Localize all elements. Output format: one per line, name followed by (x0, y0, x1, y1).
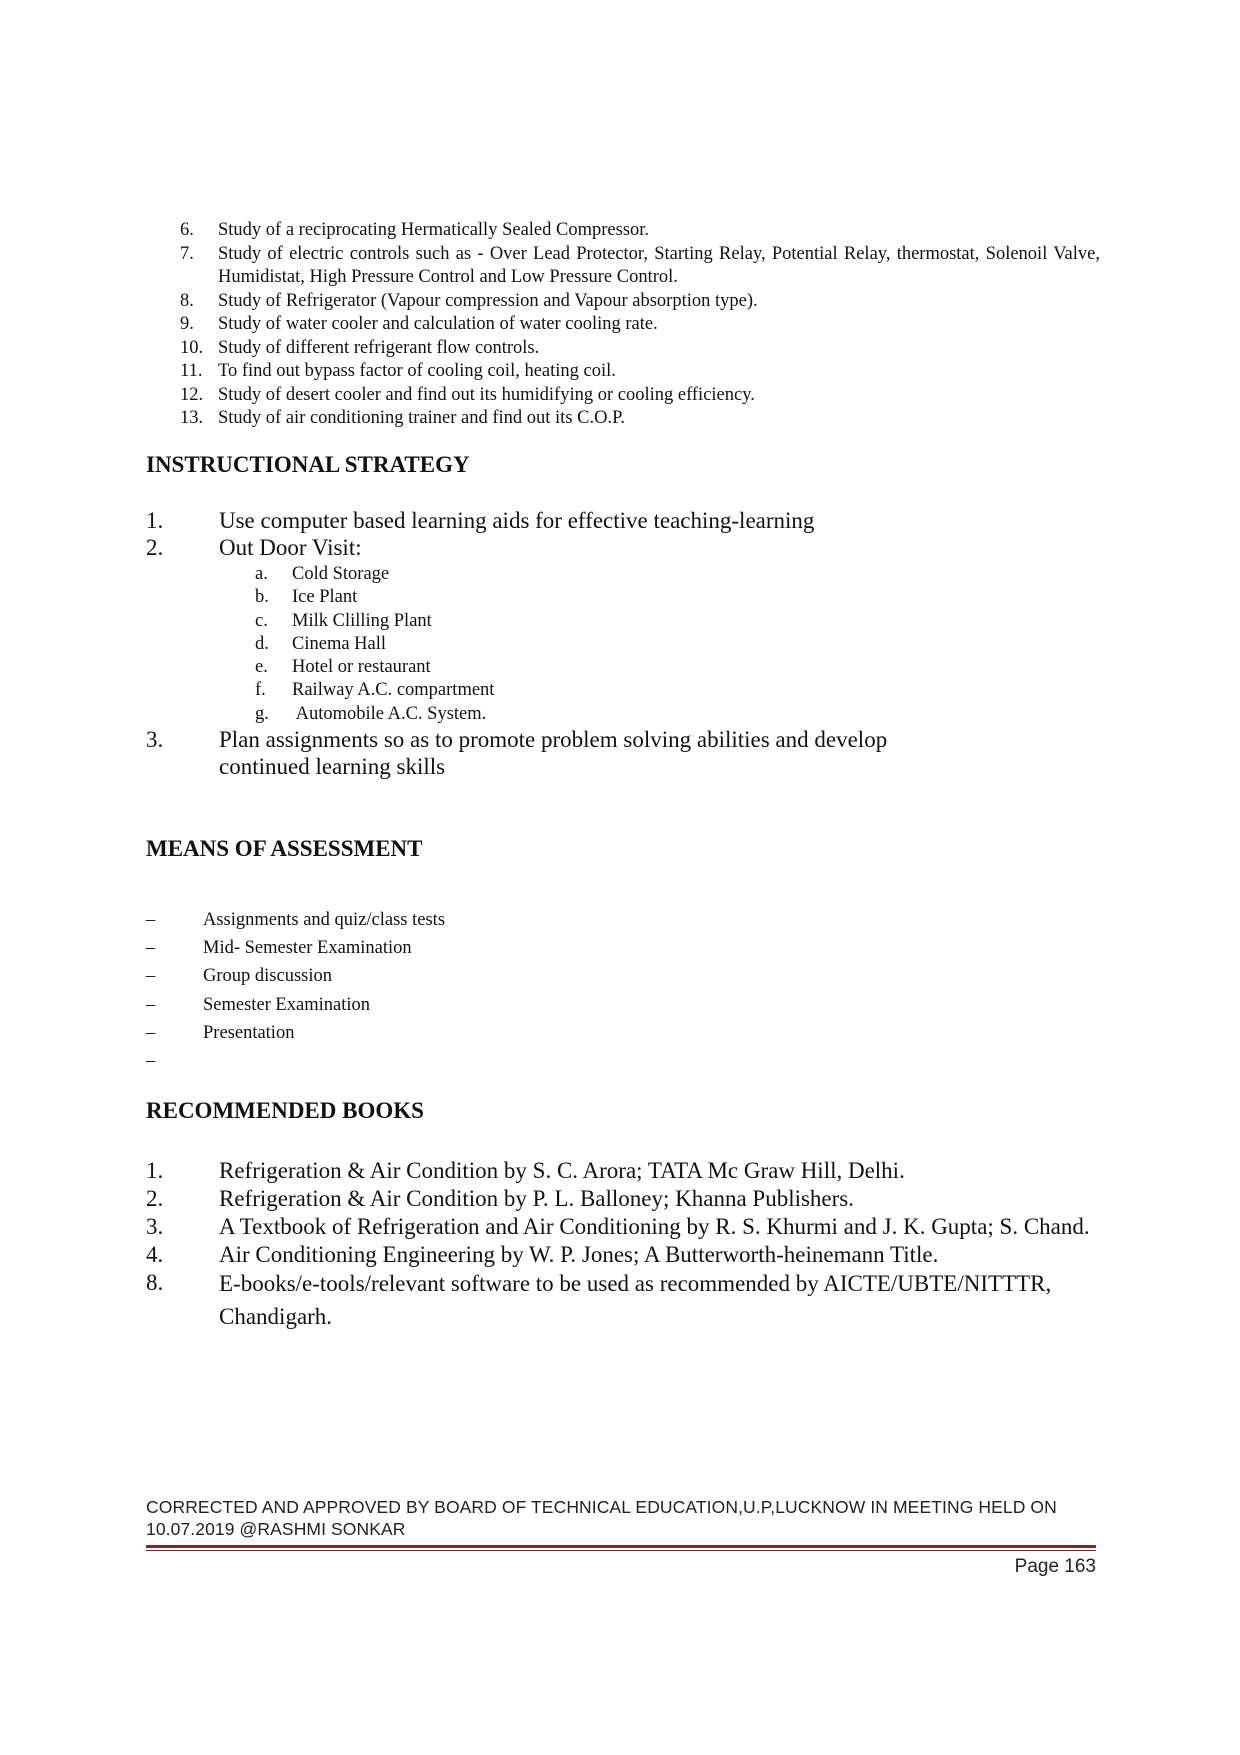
footer-rule (146, 1550, 1096, 1551)
list-item: – Assignments and quiz/class tests (146, 910, 446, 930)
list-item: c. Milk Clilling Plant (255, 610, 432, 631)
list-item: 12. Study of desert cooler and find out its humidifying or cooling efficiency. (180, 384, 755, 405)
list-item: 10. Study of different refrigerant flow controls. (180, 337, 540, 358)
list-item: – Presentation (146, 1022, 295, 1043)
list-item: g. Automobile A.C. System. (255, 703, 487, 724)
strategy-item: 3. Plan assignments so as to promote problem solving abilities and develop continued learning skills (146, 727, 888, 779)
list-item: 9. Study of water cooler and calculation of water cooling rate. (180, 314, 658, 334)
footer-rule (146, 1545, 1096, 1548)
list-item: 1. Refrigeration & Air Condition by S. C. Arora; TATA Mc Graw Hill, Delhi. (146, 1158, 905, 1183)
list-item: 7. Study of electric controls such as - Over Lead Protector, Starting Relay, Potential Relay, thermostat, Solenoil Valve, Humidistat, High Pressure Control and Low Pressure Control. (180, 243, 1100, 287)
strategy-item: 1. Use computer based learning aids for effective teaching-learning 2. Out Door Visit: (146, 508, 815, 560)
section-heading-strategy: INSTRUCTIONAL STRATEGY (146, 452, 470, 477)
assessment-list (146, 906, 445, 1075)
visit-list (255, 563, 494, 726)
list-item: d. Cinema Hall (255, 633, 387, 654)
list-item: 11. To find out bypass factor of cooling coil, heating coil. (180, 361, 616, 381)
list-item: – (146, 1051, 156, 1072)
page-footer (146, 1496, 1096, 1540)
list-item: 4. Air Conditioning Engineering by W. P. Jones; A Butterworth-heinemann Title. (146, 1242, 939, 1267)
list-item: a. Cold Storage (255, 564, 390, 584)
page-number: Page 163 (1014, 1556, 1096, 1577)
footer-line-1: CORRECTED AND APPROVED BY BOARD OF TECHNICAL EDUCATION,U.P,LUCKNOW IN MEETING HELD ON (146, 1497, 1057, 1517)
list-item: 6. Study of a reciprocating Hermatically Sealed Compressor. (180, 220, 650, 240)
books-list (146, 1157, 1106, 1333)
footer-line-2: 10.07.2019 @RASHMI SONKAR (146, 1519, 406, 1539)
list-item: 13. Study of air conditioning trainer and find out its C.O.P. (180, 408, 625, 428)
list-item: – Semester Examination (146, 994, 370, 1015)
section-heading-books: RECOMMENDED BOOKS (146, 1098, 424, 1123)
list-item: 3. A Textbook of Refrigeration and Air Conditioning by R. S. Khurmi and J. K. Gupta; S. Chand. (146, 1214, 1090, 1239)
section-heading-assessment: MEANS OF ASSESSMENT (146, 836, 423, 861)
list-item: 2. Refrigeration & Air Condition by P. L. Balloney; Khanna Publishers. (146, 1186, 854, 1211)
list-item: 8. E-books/e-tools/relevant software to be used as recommended by AICTE/UBTE/NITTTR, Chandigarh. (146, 1270, 1052, 1329)
list-item: f. Railway A.C. compartment (255, 680, 495, 701)
list-item: e. Hotel or restaurant (255, 657, 431, 678)
list-item: b. Ice Plant (255, 587, 358, 608)
list-item: – Group discussion (146, 966, 332, 987)
practicals-list (180, 219, 1100, 431)
list-item: – Mid- Semester Examination (146, 938, 412, 959)
list-item: 8. Study of Refrigerator (Vapour compression and Vapour absorption type). (180, 290, 758, 311)
